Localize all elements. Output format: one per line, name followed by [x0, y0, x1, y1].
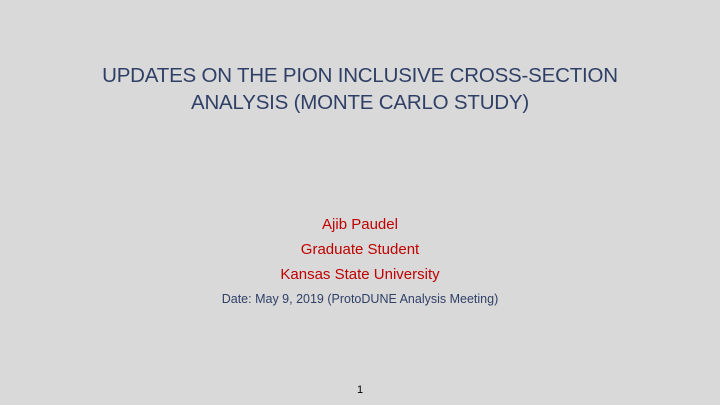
author-position: Graduate Student [300, 241, 420, 258]
slide-title [60, 62, 660, 116]
title-line-1: UPDATES ON THE PION INCLUSIVE CROSS-SECTION [102, 64, 618, 87]
date-line: Date: May 9, 2019 (ProtoDUNE Analysis Meeting) [221, 292, 499, 306]
author-name: Ajib Paudel [322, 216, 398, 233]
author-institution: Kansas State University [280, 266, 440, 283]
page-number: 1 [356, 384, 364, 396]
author-block [0, 212, 720, 309]
title-line-2: ANALYSIS (MONTE CARLO STUDY) [190, 91, 529, 114]
